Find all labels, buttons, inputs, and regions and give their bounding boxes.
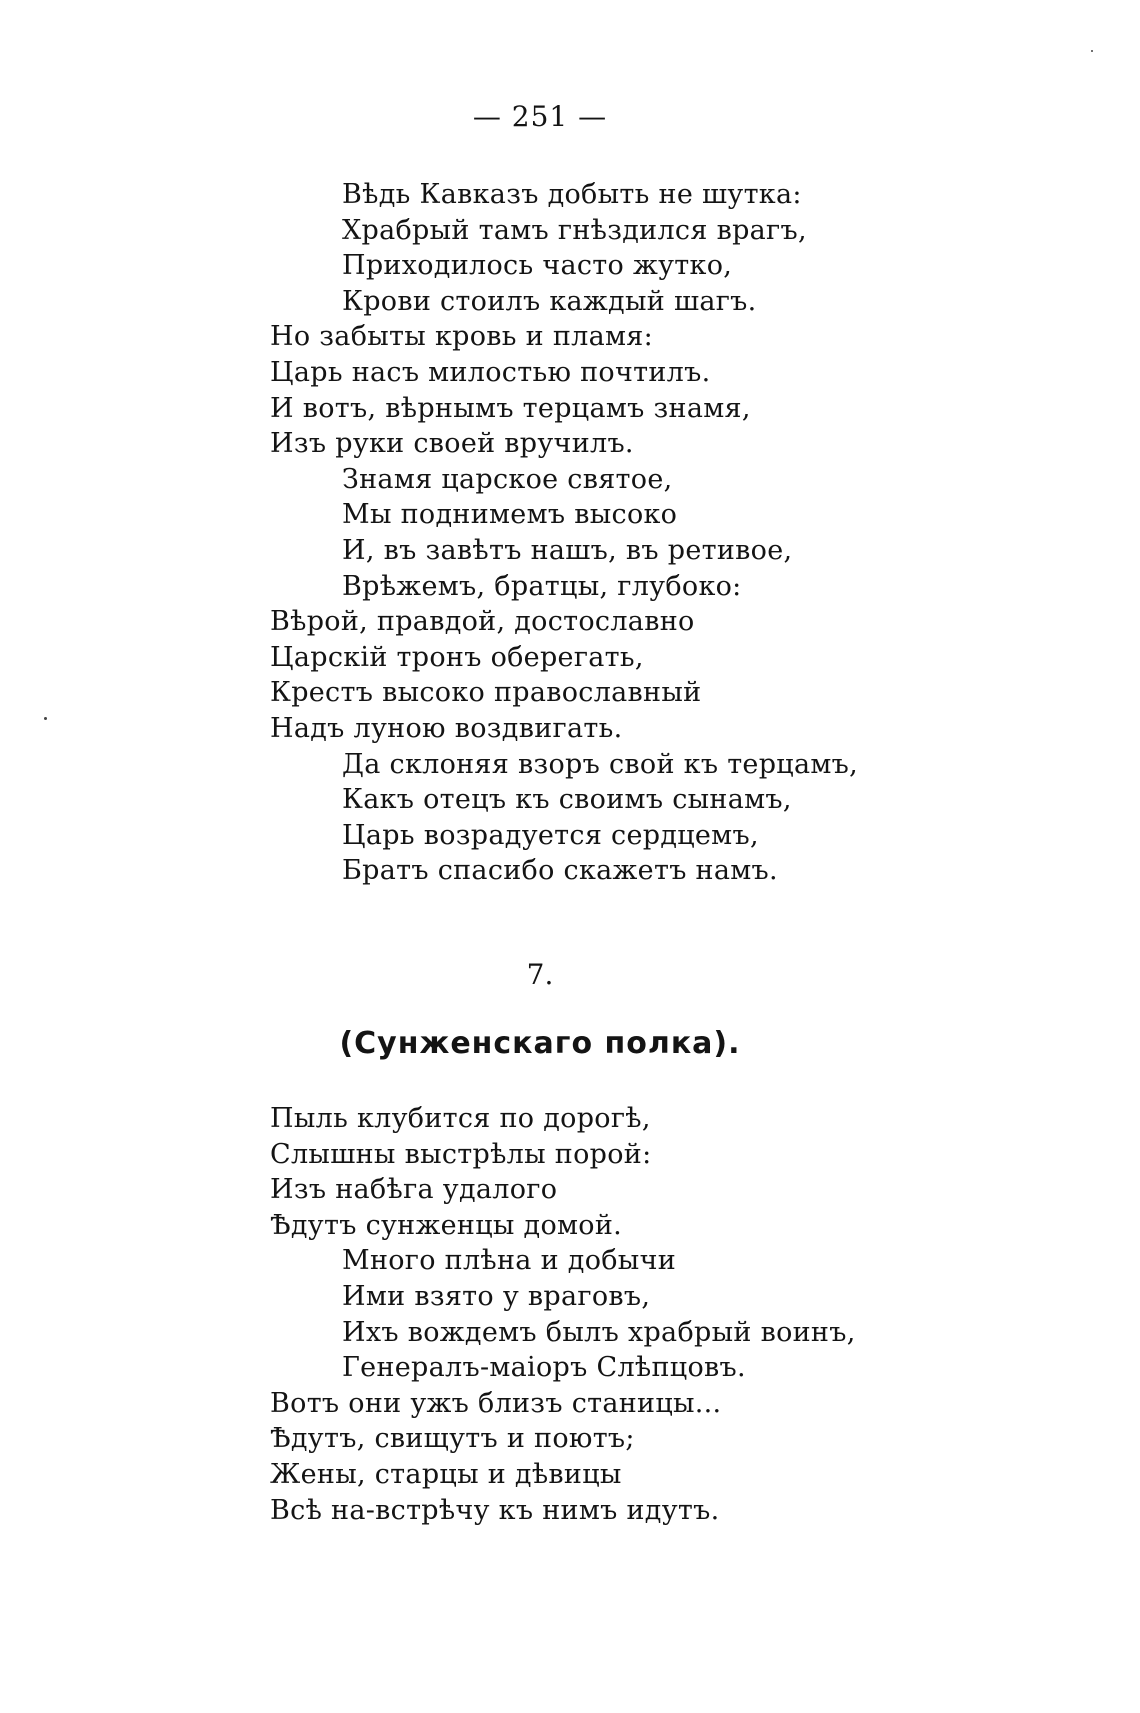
verse-line: Надъ луною воздвигать. <box>270 712 623 744</box>
verse-line: Всѣ на-встрѣчу къ нимъ идутъ. <box>270 1494 720 1526</box>
verse-line: Ихъ вождемъ былъ храбрый воинъ, <box>342 1316 856 1348</box>
verse-line: Изъ руки своей вручилъ. <box>270 428 634 460</box>
verse-line: Вотъ они ужъ близъ станицы... <box>270 1387 722 1419</box>
page-number: — 251 — <box>472 100 608 133</box>
verse-line: Царскій тронъ оберегать, <box>270 641 644 673</box>
verse-line: Много плѣна и добычи <box>342 1245 677 1277</box>
scan-speck <box>1091 50 1093 52</box>
verse-line: Какъ отецъ къ своимъ сынамъ, <box>342 784 792 816</box>
section-number: 7. <box>526 958 554 991</box>
verse-line: Вѣрой, правдой, достославно <box>270 606 695 638</box>
verse-line: Храбрый тамъ гнѣздился врагъ, <box>342 214 807 246</box>
verse-line: Ѣдутъ сунженцы домой. <box>270 1209 623 1241</box>
section-title: (Сунженскаго полка). <box>339 1026 741 1061</box>
verse-line: Царь возрадуется сердцемъ, <box>342 819 759 851</box>
verse-line: Ѣдутъ, свищутъ и поютъ; <box>270 1423 635 1455</box>
verse-line: Крестъ высоко православный <box>270 677 702 709</box>
verse-line: Вѣдь Кавказъ добыть не шутка: <box>342 179 802 210</box>
verse-line: Врѣжемъ, братцы, глубоко: <box>342 570 742 602</box>
verse-line: И, въ завѣтъ нашъ, въ ретивое, <box>342 534 793 566</box>
verse-line: Жены, старцы и дѣвицы <box>270 1458 622 1490</box>
poem-new <box>270 1101 856 1528</box>
poem-continuation <box>270 177 858 889</box>
verse-line: Знамя царское святое, <box>342 463 673 495</box>
verse-line: Генералъ-маіоръ Слѣпцовъ. <box>342 1352 746 1384</box>
verse-line: Да склоняя взоръ свой къ терцамъ, <box>342 748 859 780</box>
scan-speck <box>44 717 47 720</box>
verse-line: Пыль клубится по дорогѣ, <box>270 1103 651 1134</box>
verse-line: Крови стоилъ каждый шагъ. <box>342 285 757 317</box>
verse-line: Мы поднимемъ высоко <box>342 499 678 531</box>
verse-line: Изъ набѣга удалого <box>270 1174 558 1206</box>
verse-line: Царь насъ милостью почтилъ. <box>270 356 711 388</box>
verse-line: Слышны выстрѣлы порой: <box>270 1138 652 1170</box>
verse-line: Но забыты кровь и пламя: <box>270 321 654 353</box>
verse-line: И вотъ, вѣрнымъ терцамъ знамя, <box>270 392 751 424</box>
verse-line: Братъ спасибо скажетъ намъ. <box>342 855 778 887</box>
verse-line: Ими взято у враговъ, <box>342 1280 651 1312</box>
verse-line: Приходилось часто жутко, <box>342 250 733 282</box>
